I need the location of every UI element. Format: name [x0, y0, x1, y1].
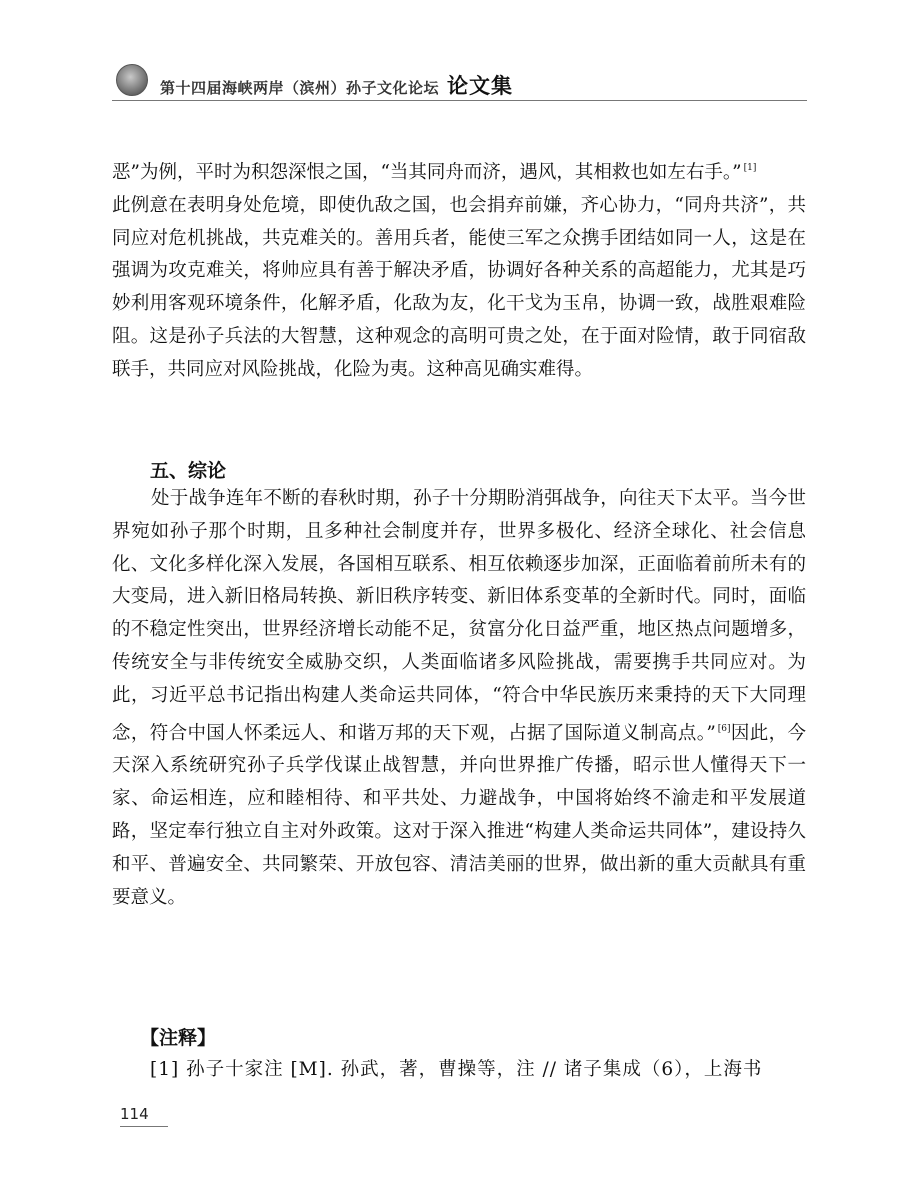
section-paragraph	[112, 483, 806, 914]
page-number: 114	[120, 1105, 168, 1127]
notes-heading: 【注释】	[140, 1027, 217, 1049]
forum-logo-icon	[116, 64, 148, 96]
note-item: [1] 孙子十家注 [M]. 孙武，著，曹操等，注 // 诸子集成（6），上海书	[150, 1059, 763, 1080]
intro-text: 恶”为例，平时为积怨深恨之国，“当其同舟而济，遇风，其相救也如左右手。”	[112, 162, 742, 183]
citation-marker: [6]	[717, 723, 731, 734]
intro-text-continued: 此例意在表明身处危境，即使仇敌之国，也会捐弃前嫌，齐心协力，“同舟共济”，共同应对危机挑战，共克难关的。善用兵者，能使三军之众携手团结如同一人，这是在强调为攻克难关，将帅应具有善于解决矛盾，协调好各种关系的高超能力，尤其是巧妙利用客观环境条件，化解矛盾，化敌为友，化干戈为玉帛，协调一致，战胜艰难险阻。这是孙子兵法的大智慧，这种观念的高明可贵之处，在于面对险情，敢于同宿敌联手，共同应对风险挑战，化险为夷。这种高见确实难得。	[112, 194, 806, 380]
header-title-text: 第十四届海峡两岸（滨州）孙子文化论坛	[160, 79, 440, 97]
section-text-continued: 因此，今天深入系统研究孙子兵学伐谋止战智慧，并向世界推广传播，昭示世人懂得天下一家、命运相连，应和睦相待、和平共处、力避战争，中国将始终不渝走和平发展道路，坚定奉行独立自主对外政策。这对于深入推进“构建人类命运共同体”，建设持久和平、普遍安全、共同繁荣、开放包容、清洁美丽的世界，做出新的重大贡献具有重要意义。	[112, 722, 806, 908]
running-header	[112, 58, 807, 101]
header-suffix: 论文集	[447, 74, 514, 98]
header-title	[160, 70, 513, 100]
intro-paragraph	[112, 152, 806, 387]
section-heading: 五、综论	[150, 460, 227, 482]
citation-marker: [1]	[743, 163, 757, 173]
section-text: 处于战争连年不断的春秋时期，孙子十分期盼消弭战争，向往天下太平。当今世界宛如孙子那个时期，且多种社会制度并存，世界多极化、经济全球化、社会信息化、文化多样化深入发展，各国相互联系、相互依赖逐步加深，正面临着前所未有的大变局，进入新旧格局转换、新旧秩序转变、新旧体系变革的全新时代。同时，面临的不稳定性突出，世界经济增长动能不足，贫富分化日益严重，地区热点问题增多，传统安全与非传统安全威胁交织，人类面临诸多风险挑战，需要携手共同应对。为此，习近平总书记指出构建人类命运共同体，“符合中华民族历来秉持的天下大同理念，符合中国人怀柔远人、和谐万邦的天下观，占据了国际道义制高点。”	[112, 488, 806, 744]
